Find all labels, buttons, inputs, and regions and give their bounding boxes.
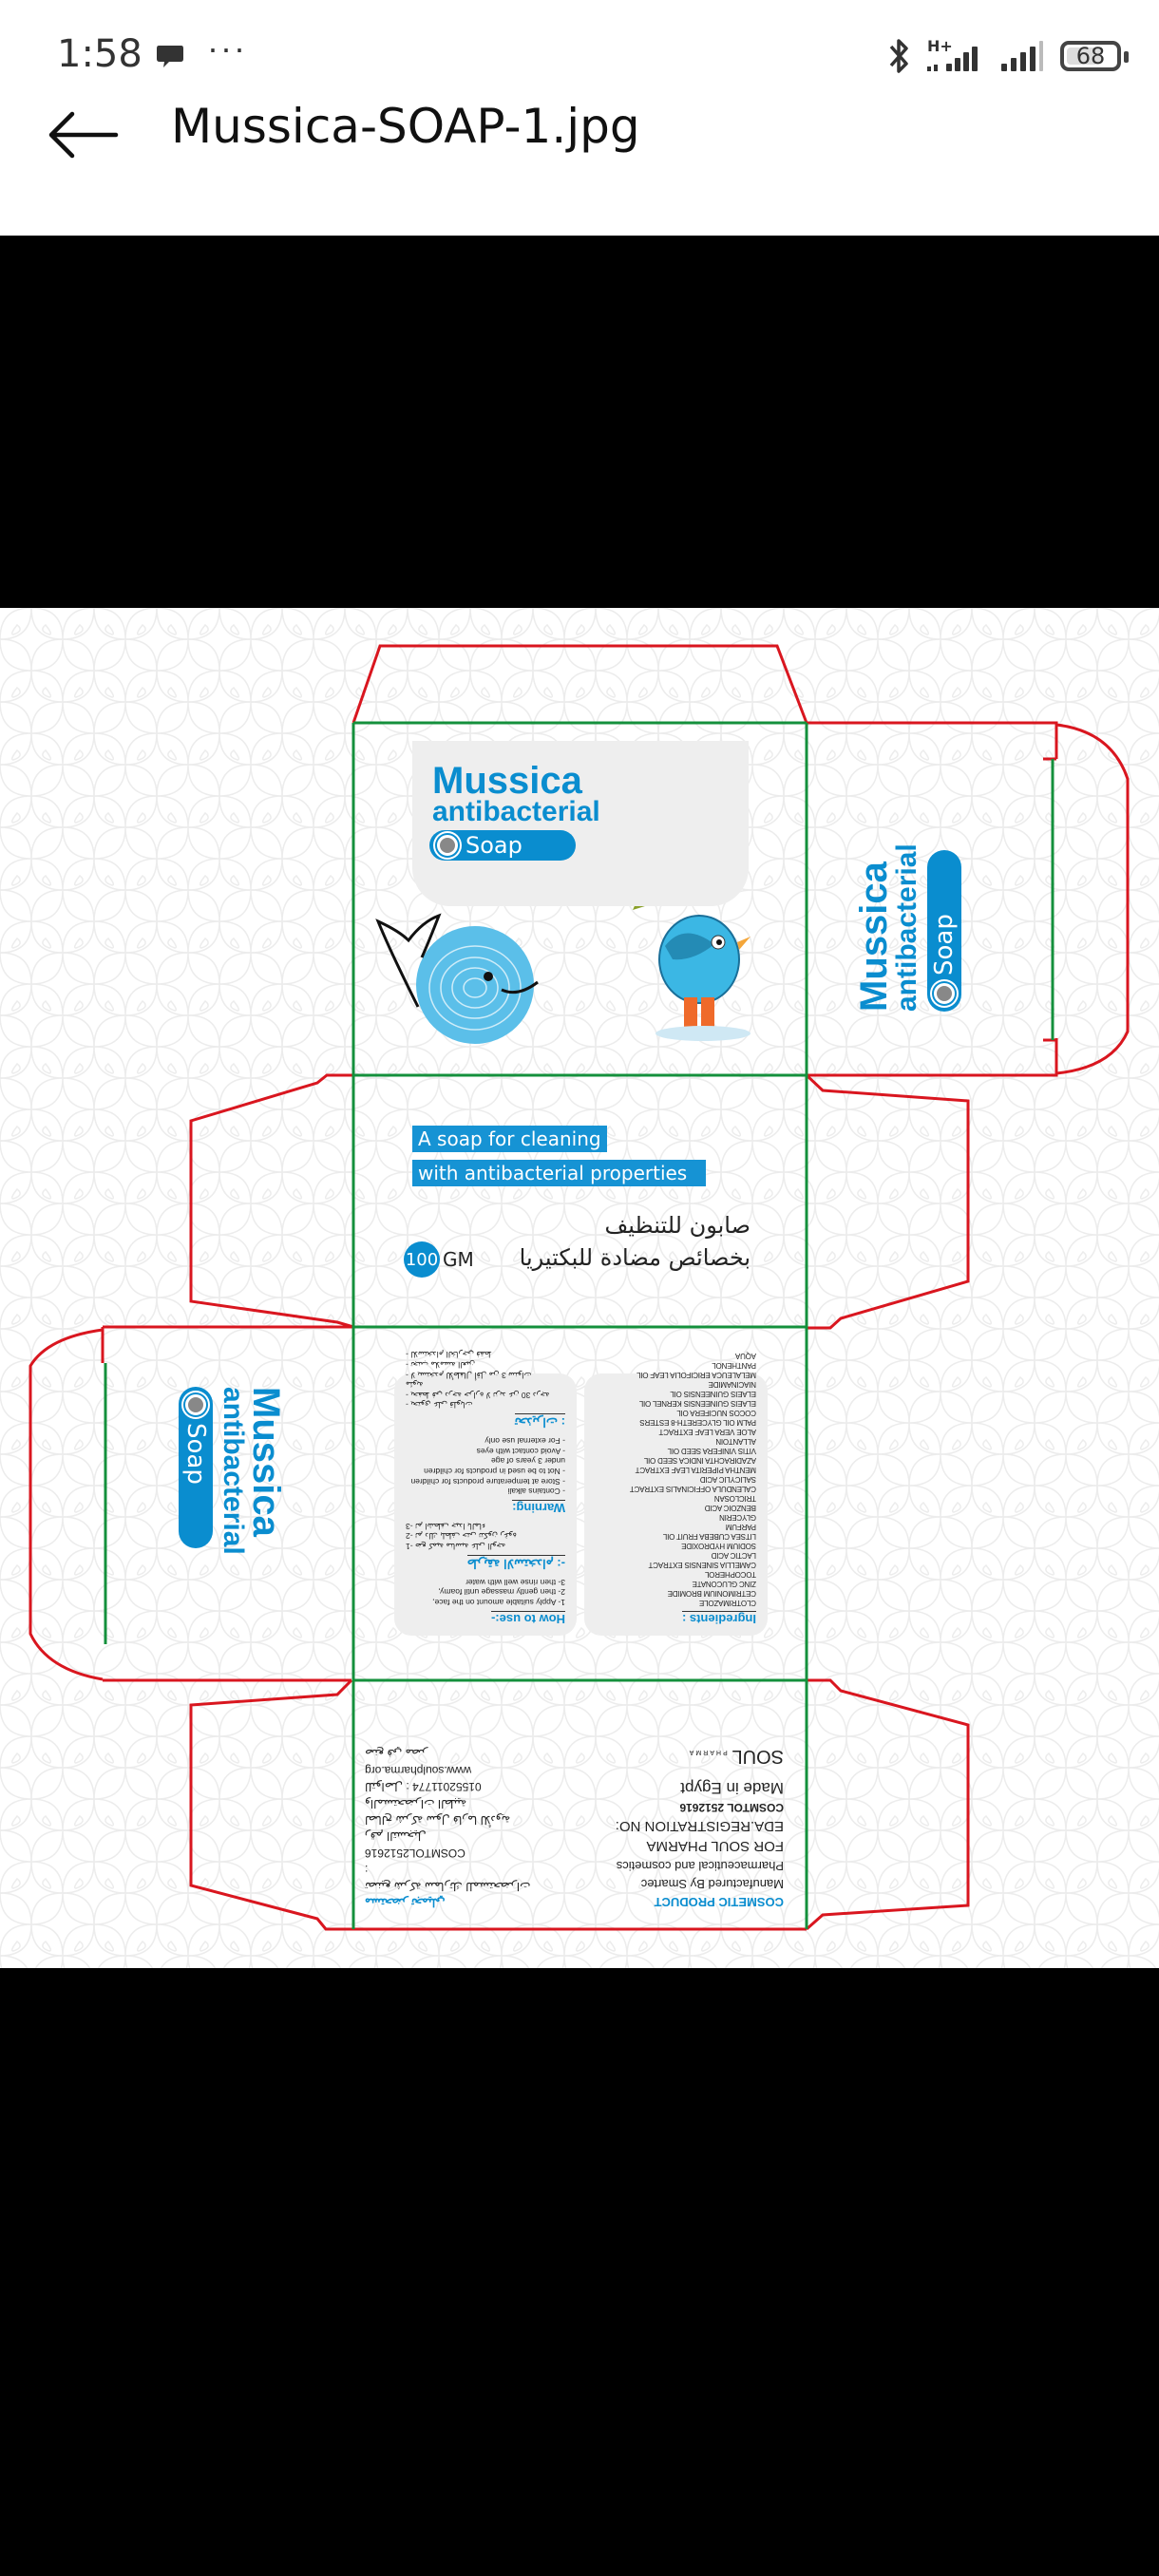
ingredient-item: ALLANTOIN xyxy=(715,1437,756,1446)
arabic-line: تصنيع شركة سمارتك للمستحضرات : xyxy=(365,1863,531,1893)
how-to-use-arabic-heading: طريقة الاستخدام :- xyxy=(466,1557,565,1572)
ingredient-item: ZINC GLUCONATE xyxy=(692,1580,756,1588)
ingredient-item: MENTHA PIPERITA LEAF EXTRACT xyxy=(635,1466,756,1474)
soap-label: Soap xyxy=(930,914,959,975)
brand-subtitle: antibacterial xyxy=(432,796,600,827)
arabic-line-2: بخصائص مضادة للبكتيريا xyxy=(519,1243,750,1271)
brand-subtitle: antibacterial xyxy=(218,1387,249,1555)
ingredient-item: PANTHENOL xyxy=(712,1361,756,1370)
how-to-use-arabic-step: 3- ثم اشطف جيدا بالماء xyxy=(406,1521,485,1531)
ingredient-item: PARFUM xyxy=(726,1523,756,1531)
leaf-logo-icon xyxy=(437,835,458,856)
ingredient-item: AQUA xyxy=(735,1352,756,1360)
arabic-manufacturer-info xyxy=(365,1745,531,1910)
brand-name: Mussica xyxy=(432,760,582,802)
arabic-line-1: صابون للتنظيف xyxy=(604,1212,750,1239)
arabic-line: للتواصل : 01552011774 xyxy=(365,1780,482,1794)
arabic-line: COSMTOL2512616 xyxy=(365,1846,466,1860)
ingredient-item: ALOE VERA LEAF EXTRACT xyxy=(658,1428,756,1436)
ingredient-item: TOCOPHEROL xyxy=(705,1570,756,1579)
warning-list xyxy=(406,1436,565,1497)
how-to-use-arabic-list xyxy=(406,1521,565,1551)
ingredient-item: SALICYLIC ACID xyxy=(699,1475,756,1484)
ingredient-item: AZADIRACHTA INDICA SEED OIL xyxy=(643,1456,756,1465)
warning-arabic-item: - للاستخدام الخارجي فقط xyxy=(406,1350,492,1360)
arabic-cosmetic-label: مستحضر تجميلي xyxy=(365,1896,446,1909)
arabic-line: www.soulpharma.org xyxy=(365,1763,472,1777)
ingredient-item: PALM OIL GLYCERETH-8 ESTERS xyxy=(639,1418,756,1427)
arabic-line: صنع في مصر xyxy=(365,1747,428,1761)
soap-badge xyxy=(179,1387,213,1548)
arabic-line: رقم التسجيل xyxy=(365,1829,427,1844)
how-to-use-arabic-step: 2- ثم دلك بلطف حتى تتكون رغوة xyxy=(406,1531,517,1542)
warning-item: - Contains alkali xyxy=(507,1487,565,1497)
ingredient-item: MELALEUCA ERICIFOLIA LEAF OIL xyxy=(636,1371,756,1379)
file-title: Mussica-SOAP-1.jpg xyxy=(171,99,640,154)
status-icons xyxy=(887,34,1121,78)
warning-heading: Warning: xyxy=(512,1501,565,1516)
ingredient-item: SODIUM HYDROXIDE xyxy=(681,1542,756,1550)
ingredient-item: CAMELLIA SINENSIS EXTRACT xyxy=(648,1561,756,1569)
logo-subtext: PHARMA xyxy=(687,1748,728,1755)
directions-box xyxy=(394,1350,577,1636)
warning-item: - Avoid contact with eyes xyxy=(476,1446,565,1456)
battery-icon xyxy=(1060,41,1121,71)
weight-value: 100 xyxy=(404,1241,440,1278)
ingredient-item: LACTIC ACID xyxy=(711,1551,756,1560)
how-to-use-heading: How to use:- xyxy=(491,1612,565,1626)
how-to-use-step: 2- then gently massage until foamy, xyxy=(438,1587,565,1598)
signal-strength-icon xyxy=(999,35,1047,77)
tagline-line-1: A soap for cleaning xyxy=(412,1126,607,1152)
soap-label: Soap xyxy=(181,1423,210,1485)
clock: 1:58 xyxy=(57,32,142,76)
side-brand-left xyxy=(114,1387,285,1615)
warning-item: - Store at temperature products for children xyxy=(410,1476,565,1487)
ingredient-item: COCOS NUCIFERA OIL xyxy=(676,1409,756,1417)
battery-level: 68 xyxy=(1075,43,1106,69)
mobile-signal-icon xyxy=(925,35,986,77)
warning-arabic-item: - يحفظ في درجة حرارة لا تزيد عن 30 درجة مئوية xyxy=(406,1380,550,1400)
warning-arabic-heading: تحذيرات : xyxy=(514,1415,565,1430)
ingredient-item: NIACINAMIDE xyxy=(708,1380,756,1389)
arabic-line: والمستحضرات الطبية xyxy=(365,1796,467,1810)
ingredients-box xyxy=(584,1352,768,1636)
ingredient-item: CETRIMONIUM BROMIDE xyxy=(667,1589,756,1598)
registration-number: COSMTOL 2512616 xyxy=(679,1800,784,1814)
manufacturer: Manufactured By Smartec xyxy=(640,1877,784,1892)
soap-badge xyxy=(927,850,961,1012)
arrow-left-icon xyxy=(46,106,122,163)
ingredient-item: ELAEIS GUINEENSIS KERNEL OIL xyxy=(638,1399,756,1408)
warning-item: - Not to be used in products for children under 3 years of age xyxy=(424,1456,565,1476)
ingredients-heading: Ingredients : xyxy=(681,1612,756,1626)
brand-name: Mussica xyxy=(245,1387,287,1537)
logo-text: SOUL xyxy=(732,1745,784,1767)
side-brand-right xyxy=(855,784,1026,1012)
net-weight xyxy=(404,1241,474,1278)
package-dieline-image[interactable] xyxy=(0,608,1159,1968)
warning-arabic-item: - يحتوي على قلويات xyxy=(406,1400,473,1411)
ingredient-item: GLYCERIN xyxy=(719,1513,756,1522)
ingredient-item: TRICLOSAN xyxy=(714,1494,756,1503)
arabic-line: لصالح شركة سول فارما للأدوية xyxy=(365,1813,511,1828)
manufacturer-info xyxy=(584,1742,784,1910)
network-type-label: H+ xyxy=(927,37,953,55)
company-line: Pharmaceutical and cosmetics xyxy=(616,1859,784,1874)
soap-label: Soap xyxy=(466,832,522,859)
more-dots-icon: ··· xyxy=(207,28,247,67)
back-panel xyxy=(353,1682,807,1927)
soap-badge xyxy=(429,830,576,861)
arabic-description xyxy=(513,1210,750,1274)
ingredient-item: LITSEA CUBEBA FRUIT OIL xyxy=(663,1532,756,1541)
leaf-logo-icon xyxy=(185,1394,206,1415)
warning-arabic-item: - لا يستخدم للأطفال أقل من 3 سنوات xyxy=(406,1370,532,1380)
ingredient-item: BENZOIC ACID xyxy=(704,1504,756,1512)
chat-bubble-icon xyxy=(156,44,184,68)
ingredient-item: VITIS VINIFERA SEED OIL xyxy=(667,1447,756,1455)
how-to-use-step: 3- then rinse well with water xyxy=(466,1577,565,1587)
ingredients-list xyxy=(596,1351,756,1607)
for-company: FOR SOUL PHARMA xyxy=(646,1838,784,1855)
tagline xyxy=(412,1126,706,1186)
made-in: Made in Egypt xyxy=(680,1778,784,1797)
how-to-use-list xyxy=(406,1577,565,1607)
warning-arabic-list xyxy=(406,1350,565,1411)
soul-pharma-logo xyxy=(584,1742,784,1770)
weight-unit: GM xyxy=(443,1248,474,1271)
ingredient-item: CLOTRIMAZOLE xyxy=(699,1599,756,1607)
ingredient-item: CALENDULA OFFICINALIS EXTRACT xyxy=(630,1485,756,1493)
brand-name: Mussica xyxy=(853,862,895,1012)
registration-label: EDA.REGISTRATION NO: xyxy=(615,1817,784,1834)
warning-arabic-item: - تجنب ملامسة العين xyxy=(406,1360,476,1370)
cosmetic-product-label: COSMETIC PRODUCT xyxy=(654,1895,784,1909)
bluetooth-icon xyxy=(887,35,912,77)
how-to-use-step: 1- Apply suitable amount on the face, xyxy=(432,1598,565,1607)
leaf-logo-icon xyxy=(934,983,955,1004)
ingredient-item: ELAEIS GUINEENSIS OIL xyxy=(670,1390,756,1398)
tagline-line-2: with antibacterial properties xyxy=(412,1160,706,1186)
back-button[interactable] xyxy=(46,106,122,163)
how-to-use-arabic-step: 1- ضع كمية مناسبة على الوجه xyxy=(406,1542,506,1552)
warning-item: - For external use only xyxy=(484,1436,565,1447)
brand-subtitle: antibacterial xyxy=(891,843,922,1012)
